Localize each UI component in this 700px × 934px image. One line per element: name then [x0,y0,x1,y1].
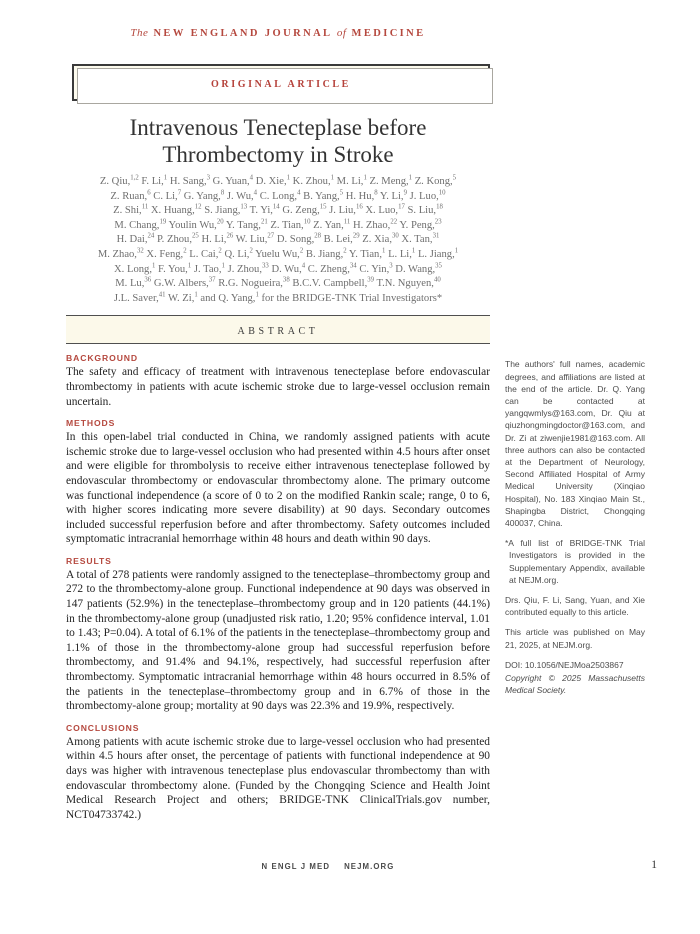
author-line: Z. Ruan,$^6$ C. Li,$^7$ G. Yang,$^8$ J. Wu,$^4$ C. Long,$^4$ B. Yang,$^5$ H. Hu,$^8$ Y. Li,$^9$ J. Luo,$^{10}$ [110,189,446,202]
page-footer [66,859,657,878]
journal-masthead [66,27,490,39]
section-text-conclusions: Among patients with acute ischemic stroke due to large-vessel occlusion who had presented within 4.5 hours after onset, the percentage of patients with functional independence at 90 days was higher with intravenous tenecteplase plus endovascular thrombectomy than with endovascular thrombectomy alone. (Funded by the Chongqing Science and Health Joint Medical Research Project and others; BRIDGE-TNK ClinicalTrials.gov number, NCT04733742.) [66,735,490,821]
article-title [66,114,490,168]
investigators-footnote: *A full list of BRIDGE-TNK Trial Investigators is provided in the Supplementary Appendix, available at NEJM.org. [505,538,645,585]
author-line: Z. Qiu,$^{1,2}$ F. Li,$^1$ H. Sang,$^3$ G. Yuan,$^4$ D. Xie,$^1$ K. Zhou,$^1$ M. Li,$^1$ Z. Meng,$^1$ Z. Kong,$^5$ [99,174,457,187]
footer-journal-line [66,862,590,871]
author-line: H. Dai,$^{24}$ P. Zhou,$^{25}$ H. Li,$^{26}$ W. Liu,$^{27}$ D. Song,$^{28}$ B. Lei,$^{29}$ Z. Xia,$^{30}$ X. Tan,$^{31}$ [116,232,440,246]
author-line: M. Lu,$^{36}$ G.W. Albers,$^{37}$ R.G. Nogueira,$^{38}$ B.C.V. Campbell,$^{39}$ T.N. Nguyen,$^{40}$ [115,276,441,290]
section-text-methods: In this open-label trial conducted in China, we randomly assigned patients with acute ischemic stroke due to large-vessel occlusion who had presented within 4.5 hours after onset and were eligible for thrombolysis to receive either intravenous tenecteplase followed by endovascular thrombectomy or endovascular thrombectomy alone. The primary outcome was functional independence (a score of 0 to 2 on the modified Rankin scale; range, 0 to 6, with higher scores indicating more severe disability) at 90 days. Secondary outcomes included successful reperfusion before and after thrombectomy. Safety outcomes included symptomatic intracranial hemorrhage within 48 hours and death within 90 days. [66,431,490,546]
article-title-line2: Thrombectomy in Stroke [162,142,394,167]
masthead-the: The [130,27,149,39]
footer-journal-name: N ENGL J MED [261,862,331,871]
original-article-frame [72,64,490,101]
author-line: Z. Shi,$^{11}$ X. Huang,$^{12}$ S. Jiang,$^{13}$ T. Yi,$^{14}$ G. Zeng,$^{15}$ J. Liu,$^{16}$ X. Luo,$^{17}$ S. Liu,$^{18}$ [113,203,443,217]
publication-date-note: This article was published on May 21, 2025, at NEJM.org. [505,627,645,650]
equal-contribution-note: Drs. Qiu, F. Li, Sang, Yuan, and Xie contributed equally to this article. [505,595,645,618]
original-article-box [72,64,490,101]
doi-line: DOI: 10.1056/NEJMoa2503867 [505,659,624,670]
masthead-of: of [336,27,347,39]
section-label-background: BACKGROUND [66,353,139,364]
author-line: M. Zhao,$^{32}$ X. Feng,$^2$ L. Cai,$^2$ Q. Li,$^2$ Yuelu Wu,$^2$ B. Jiang,$^2$ Y. Tian,$^1$ L. Li,$^1$ L. Jiang,$^1$ [97,247,459,260]
article-title-line1: Intravenous Tenecteplase before [129,115,427,140]
article-info-sidebar [505,344,645,704]
section-label-methods: METHODS [66,418,116,429]
author-line: M. Chang,$^{19}$ Youlin Wu,$^{20}$ Y. Tang,$^{21}$ Z. Tian,$^{10}$ Z. Yan,$^{11}$ H. Zhao,$^{22}$ Y. Peng,$^{23}$ [114,218,442,231]
abstract-columns [66,344,645,822]
correspondence-note: The authors' full names, academic degrees, and affiliations are listed at the end of the article. Dr. Q. Yang can be contacted at yangqwmlys@163.com, Dr. Qiu at qiuzhongmingdoctor@163.com, and Dr. Zi at ziwenjie1981@163.com. All three authors can also be contacted at the Department of Neurology, Second Affiliated Hospital of Army Medical University (Xinqiao Hospital), No. 183 Xinqiao Main St., Shapingba District, Chongqing 400037, China. [505,359,645,528]
abstract-heading: ABSTRACT [237,326,319,338]
page-number: 1 [651,859,657,871]
section-label-conclusions: CONCLUSIONS [66,722,140,733]
copyright-line: Copyright © 2025 Massachusetts Medical Society. [505,673,645,696]
footer-site: NEJM.ORG [344,862,395,871]
article-type-label: ORIGINAL ARTICLE [211,79,351,90]
section-text-background: The safety and efficacy of treatment with intravenous tenecteplase before endovascular thrombectomy in patients with acute ischemic stroke due to large-vessel occlusion remain uncertain. [66,366,490,408]
section-label-results: RESULTS [66,555,112,566]
abstract-main-column [66,344,490,822]
abstract-heading-band [66,315,490,344]
author-line: J.L. Saver,$^{41}$ W. Zi,$^1$ and Q. Yang,$^1$ for the BRIDGE-TNK Trial Investigators* [113,291,443,304]
section-text-results: A total of 278 patients were randomly assigned to the tenecteplase–thrombectomy group and 272 to the thrombectomy-alone group. Functional independence at 90 days was observed in 147 patients (52.9%) in the tenecteplase–thrombectomy group and in 120 patients (44.1%) in the thrombectomy-alone group (unadjusted risk ratio, 1.20; 95% confidence interval, 1.01 to 1.43; P=0.04). A total of 6.1% of the patients in the tenecteplase–thrombectomy group and 1.1% of those in the thrombectomy-alone group had successful reperfusion before thrombectomy, and 91.4% and 94.1%, respectively, had successful reperfusion after thrombectomy. Symptomatic intracranial hemorrhage within 48 hours occurred in 8.5% of the patients in the tenecteplase–thrombectomy group and in 6.7% of those in the thrombectomy-alone group; mortality at 90 days was 22.3% and 19.9%, respectively. [66,568,490,713]
masthead-part2: MEDICINE [351,28,426,39]
page-content [66,27,645,822]
author-byline [66,175,490,306]
masthead-part1: NEW ENGLAND JOURNAL [153,28,332,39]
author-line: X. Long,$^1$ F. You,$^1$ J. Tao,$^1$ J. Zhou,$^{33}$ D. Wu,$^4$ C. Zheng,$^{34}$ C. Yin,$^3$ D. Wang,$^{35}$ [114,262,442,275]
